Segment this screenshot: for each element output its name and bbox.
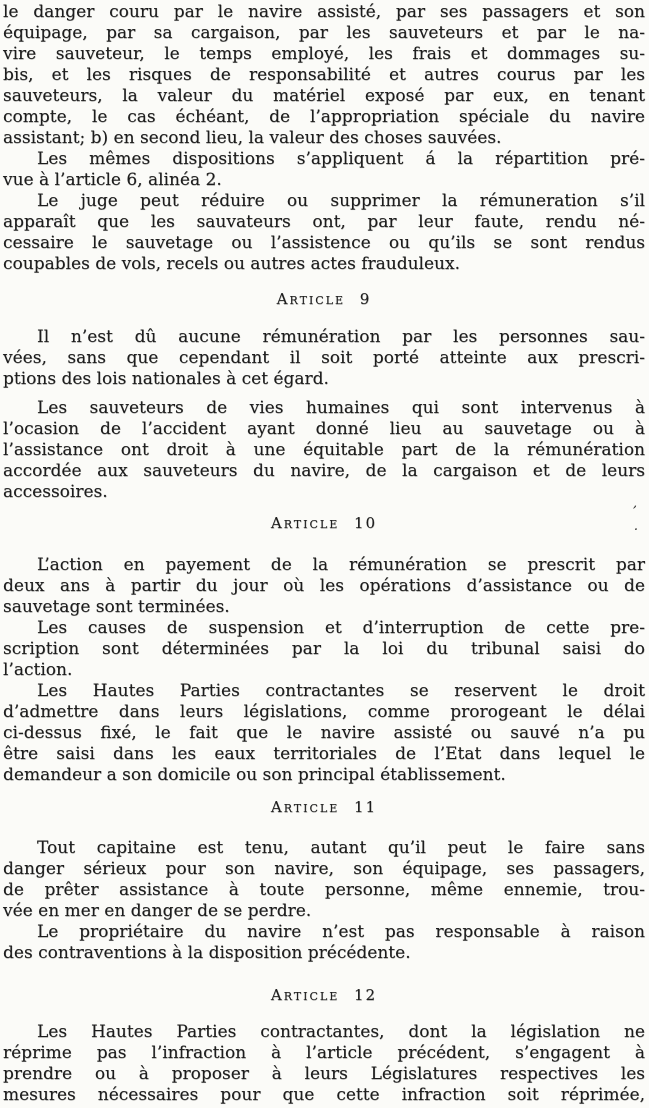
text-line: Les causes de suspension et d’interruption de cette pre-: [37, 618, 645, 638]
text-line: prendre ou à proposer à leurs Législatures respectives les: [3, 1064, 645, 1084]
text-line: être saisi dans les eaux territoriales de l’Etat dans lequel le: [3, 744, 645, 764]
text-line: Les Hautes Parties contractantes, dont la législation ne: [37, 1022, 645, 1042]
text-line: sauveteurs, la valeur du matériel exposé par eux, en tenant: [3, 86, 645, 106]
text-line: vées, sans que cependant il soit porté atteinte aux prescri-: [3, 348, 645, 368]
paragraph: [3, 922, 645, 964]
paragraph: [3, 618, 645, 681]
article-11-heading: Article 11: [270, 798, 378, 816]
ink-speck: .: [633, 519, 638, 534]
text-line: bis, et les risques de responsabilité et autres courus par les: [3, 65, 645, 85]
paragraph: [3, 555, 645, 618]
text-line: équipage, par sa cargaison, par les sauveteurs et par le na-: [3, 23, 645, 43]
text-line: apparaît que les sauvateurs ont, par leur faute, rendu né-: [3, 212, 645, 232]
text-line: le danger couru par le navire assisté, par ses passagers et son: [3, 2, 645, 22]
text-line: Tout capitaine est tenu, autant qu’il peut le faire sans: [37, 838, 645, 858]
text-line: de prêter assistance à toute personne, même ennemie, trou-: [3, 880, 645, 900]
text-line: vire sauveteur, le temps employé, les frais et dommages su-: [3, 44, 645, 64]
text-line: demandeur a son domicile ou son principal établissement.: [3, 765, 506, 785]
text-line: ptions des lois nationales à cet égard.: [3, 369, 329, 389]
text-line: ci-dessus fixé, le fait que le navire assisté ou sauvé n’a pu: [3, 723, 645, 743]
paragraph: [3, 2, 645, 149]
text-line: sauvetage sont terminées.: [3, 597, 230, 617]
text-line: danger sérieux pour son navire, son équipage, ses passagers,: [3, 859, 645, 879]
article-10-heading: Article 10: [270, 514, 378, 532]
text-line: Le juge peut réduire ou supprimer la rémuneration s’il: [37, 191, 645, 211]
text-line: Il n’est dû aucune rémunération par les personnes sau-: [37, 327, 645, 347]
text-line: assistant; b) en second lieu, la valeur des choses sauvées.: [3, 128, 502, 148]
text-line: Le propriétaire du navire n’est pas responsable à raison: [37, 922, 645, 942]
text-line: compte, le cas échéant, de l’appropriation spéciale du navire: [3, 107, 645, 127]
article-12-heading: Article 12: [270, 986, 378, 1004]
article-9-heading: Article 9: [276, 290, 372, 308]
text-line: réprime pas l’infraction à l’article précédent, s’engagent à: [3, 1043, 645, 1063]
text-line: Les Hautes Parties contractantes se reservent le droit: [37, 681, 645, 701]
text-line: L’action en payement de la rémunération se prescrit par: [37, 555, 645, 575]
text-line: d’admettre dans leurs législations, comme prorogeant le délai: [3, 702, 645, 722]
text-line: l’action.: [3, 660, 73, 680]
text-line: vée en mer en danger de se perdre.: [3, 901, 312, 921]
text-line: coupables de vols, recels ou autres actes frauduleux.: [3, 254, 460, 274]
text-line: vue à l’article 6, alinéa 2.: [3, 170, 222, 190]
paragraph: [3, 149, 645, 191]
text-line: cessaire le sauvetage ou l’assistence ou qu’ils se sont rendus: [3, 233, 645, 253]
ink-speck: ’: [630, 503, 638, 520]
paragraph: [3, 398, 645, 503]
text-line: accordée aux sauveteurs du navire, de la cargaison et de leurs: [3, 461, 645, 481]
text-line: l’ocasion de l’accident ayant donné lieu au sauvetage ou à: [3, 419, 645, 439]
paragraph: [3, 681, 645, 786]
text-line: des contraventions à la disposition précédente.: [3, 943, 411, 963]
paragraph: [3, 327, 645, 390]
text-line: accessoires.: [3, 482, 108, 502]
text-line: mesures nécessaires pour que cette infraction soit réprimée,: [3, 1085, 645, 1105]
paragraph: [3, 191, 645, 275]
text-line: Les sauveteurs de vies humaines qui sont intervenus à: [37, 398, 645, 418]
paragraph: [3, 1022, 645, 1106]
text-line: l’assistance ont droit à une équitable part de la rémunération: [3, 440, 645, 460]
paragraph: [3, 838, 645, 922]
text-line: scription sont déterminées par la loi du tribunal saisi do: [3, 639, 645, 659]
text-line: deux ans à partir du jour où les opérations d’assistance ou de: [3, 576, 645, 596]
text-line: Les mêmes dispositions s’appliquent á la répartition pré-: [37, 149, 645, 169]
